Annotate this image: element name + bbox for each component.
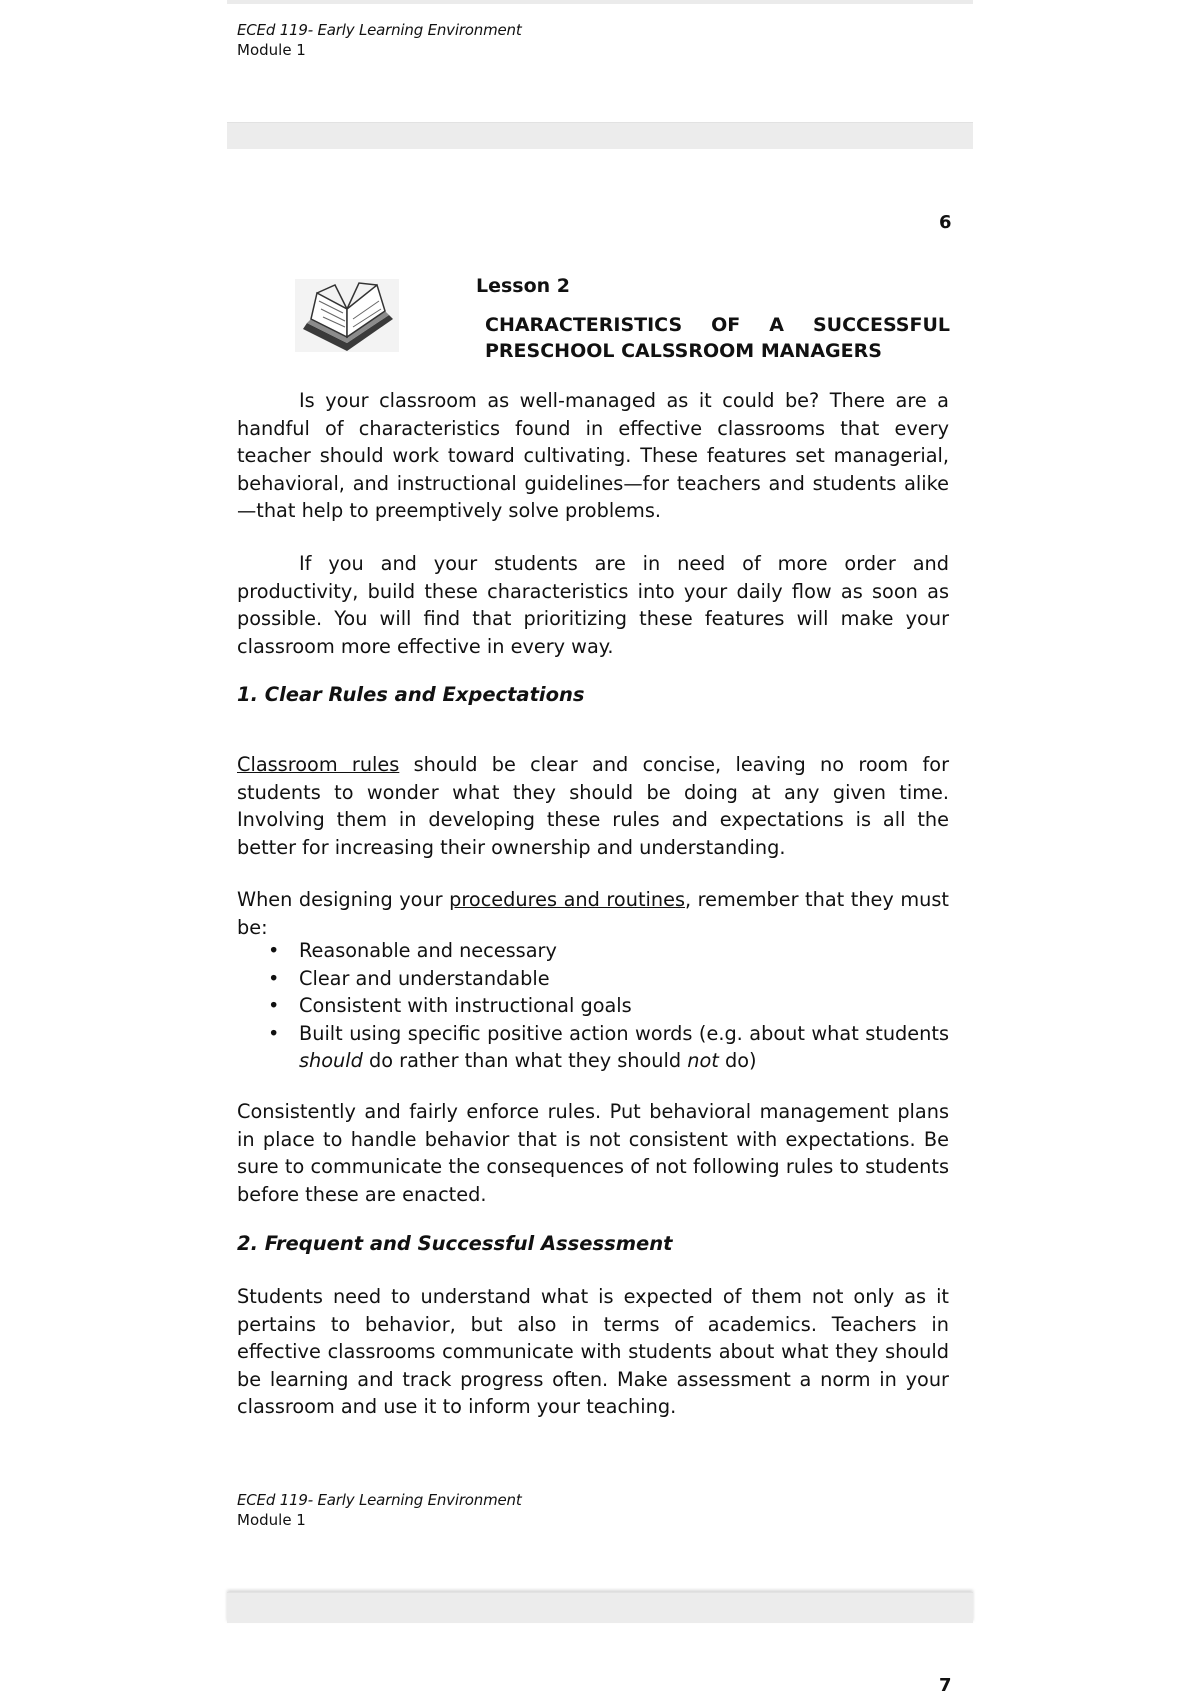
page-number: 6	[939, 212, 952, 233]
assessment-paragraph: Students need to understand what is expected of them not only as it pertains to behavior, but also in terms of academics. Teachers in effective classrooms communicate with students about what they should be learning and track progress often. Make assessment a norm in your classroom and use it to inform your teaching.	[237, 1285, 949, 1418]
rules-paragraph: Classroom rules should be clear and concise, leaving no room for students to wonder what they should be doing at any given time. Involving them in developing these rules and expectations is all the better for increasing their ownership and understanding.	[237, 753, 949, 859]
page-header-top	[237, 20, 522, 60]
lesson-title	[485, 312, 950, 364]
section-heading-2: 2. Frequent and Successful Assessment	[237, 1232, 673, 1255]
enforce-paragraph: Consistently and fairly enforce rules. Put behavioral management plans in place to handle behavior that is not consistent with expectations. Be sure to communicate the consequences of not following rules to students before these are enacted.	[237, 1100, 949, 1206]
page-header-bottom	[237, 1490, 522, 1530]
lesson-title-word: CHARACTERISTICS	[485, 314, 683, 336]
lesson-title-word: SUCCESSFUL	[812, 314, 950, 336]
page-number: 7	[939, 1675, 952, 1696]
lesson-title-word: OF	[711, 314, 741, 336]
list-item: • Clear and understandable	[237, 965, 949, 993]
open-book-icon	[295, 279, 399, 352]
module-label: Module 1	[237, 41, 306, 59]
course-title: ECEd 119- Early Learning Environment	[237, 21, 522, 39]
list-item: • Built using specific positive action words (e.g. about what students should do rather than what they should not do)	[237, 1020, 949, 1075]
list-item: • Consistent with instructional goals	[237, 992, 949, 1020]
section-heading-1: 1. Clear Rules and Expectations	[237, 683, 585, 706]
procedures-routines-link[interactable]: procedures and routines	[449, 888, 685, 911]
page-top-edge	[227, 0, 973, 4]
lesson-label: Lesson 2	[476, 275, 571, 297]
list-item: • Reasonable and necessary	[237, 937, 949, 965]
lesson-title-word: A	[769, 314, 784, 336]
lesson-title-line2: PRESCHOOL CALSSROOM MANAGERS	[485, 340, 882, 362]
page-break-band	[227, 122, 973, 149]
requirements-list	[237, 937, 949, 1075]
intro-paragraph-2: If you and your students are in need of more order and productivity, build these characteristics into your daily flow as soon as possible. You will find that prioritizing these features will make your classroom more effective in every way.	[237, 552, 949, 658]
classroom-rules-link[interactable]: Classroom rules	[237, 753, 400, 776]
module-label: Module 1	[237, 1511, 306, 1529]
procedures-paragraph: When designing your procedures and routines, remember that they must be:	[237, 888, 949, 939]
page-break-band	[227, 1592, 973, 1623]
intro-paragraph-1: Is your classroom as well-managed as it could be? There are a handful of characteristics found in effective classrooms that every teacher should work toward cultivating. These features set managerial, behavioral, and instructional guidelines—for teachers and students alike—that help to preemptively solve problems.	[237, 389, 949, 522]
course-title: ECEd 119- Early Learning Environment	[237, 1491, 522, 1509]
